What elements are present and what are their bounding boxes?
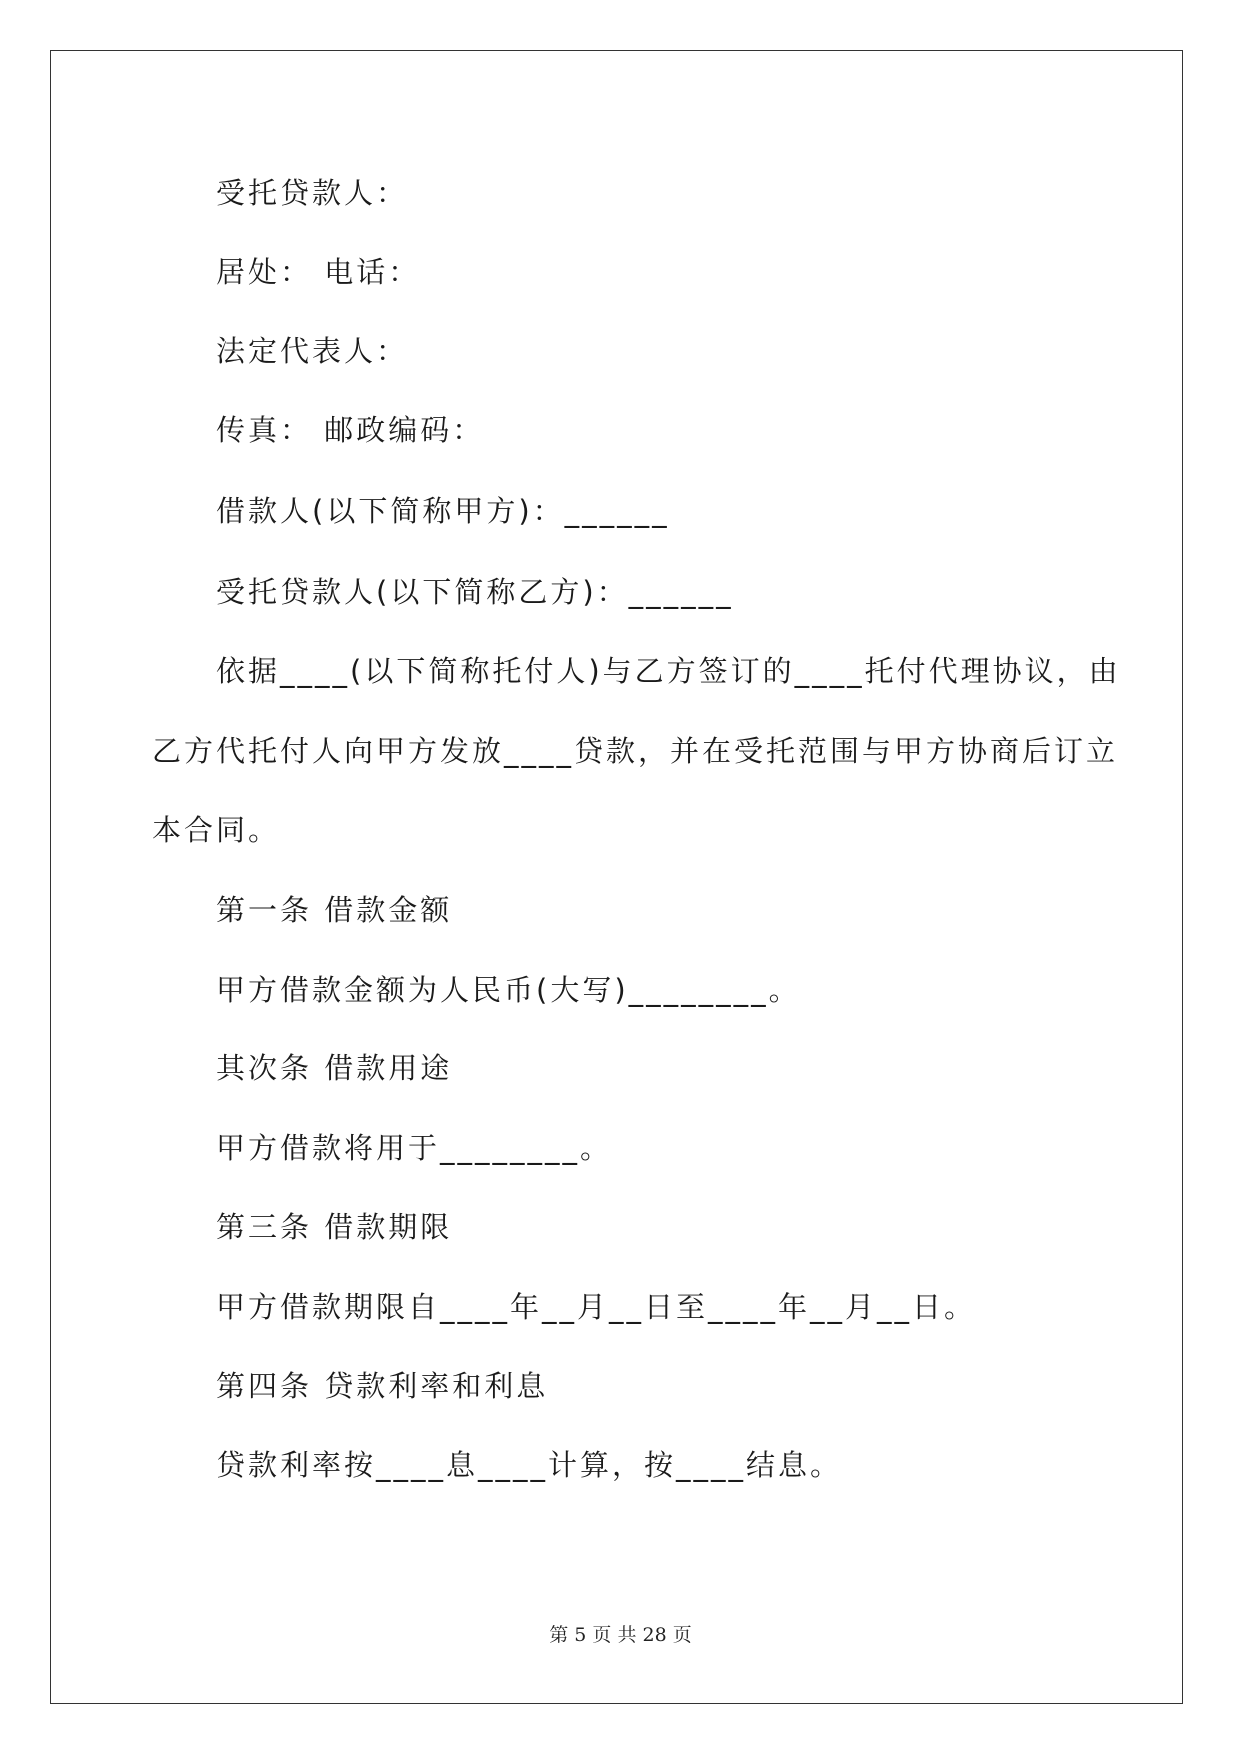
section-heading-interest: 第四条 贷款利率和利息 [216,1369,549,1403]
text-line-loan-purpose: 甲方借款将用于________。 [216,1131,613,1165]
section-heading-loan-term: 第三条 借款期限 [216,1210,453,1244]
text-line-loan-term: 甲方借款期限自____年__月__日至____年__月__日。 [216,1290,977,1324]
section-heading-loan-amount: 第一条 借款金额 [216,893,453,927]
text-line-trustee-party-b: 受托贷款人(以下简称乙方)：______ [216,575,734,609]
text-line-loan-amount: 甲方借款金额为人民币(大写)________。 [216,973,801,1007]
text-line-legal-representative: 法定代表人： [216,334,409,368]
text-line-basis-paragraph-3: 本合同。 [152,813,281,847]
text-line-fax-postcode: 传真： 邮政编码： [216,413,485,447]
text-line-basis-paragraph-2: 乙方代托付人向甲方发放____贷款，并在受托范围与甲方协商后订立 [152,734,1119,768]
section-heading-loan-purpose: 其次条 借款用途 [216,1051,453,1085]
text-line-borrower: 借款人(以下简称甲方)：______ [216,494,670,528]
page-number: 第 5 页 共 28 页 [549,1624,692,1646]
text-line-address-phone: 居处： 电话： [216,255,421,289]
text-line-basis-paragraph-1: 依据____(以下简称托付人)与乙方签订的____托付代理协议，由 [216,654,1121,688]
text-line-trustee-lender: 受托贷款人： [216,176,409,210]
text-line-interest: 贷款利率按____息____计算，按____结息。 [216,1448,843,1482]
